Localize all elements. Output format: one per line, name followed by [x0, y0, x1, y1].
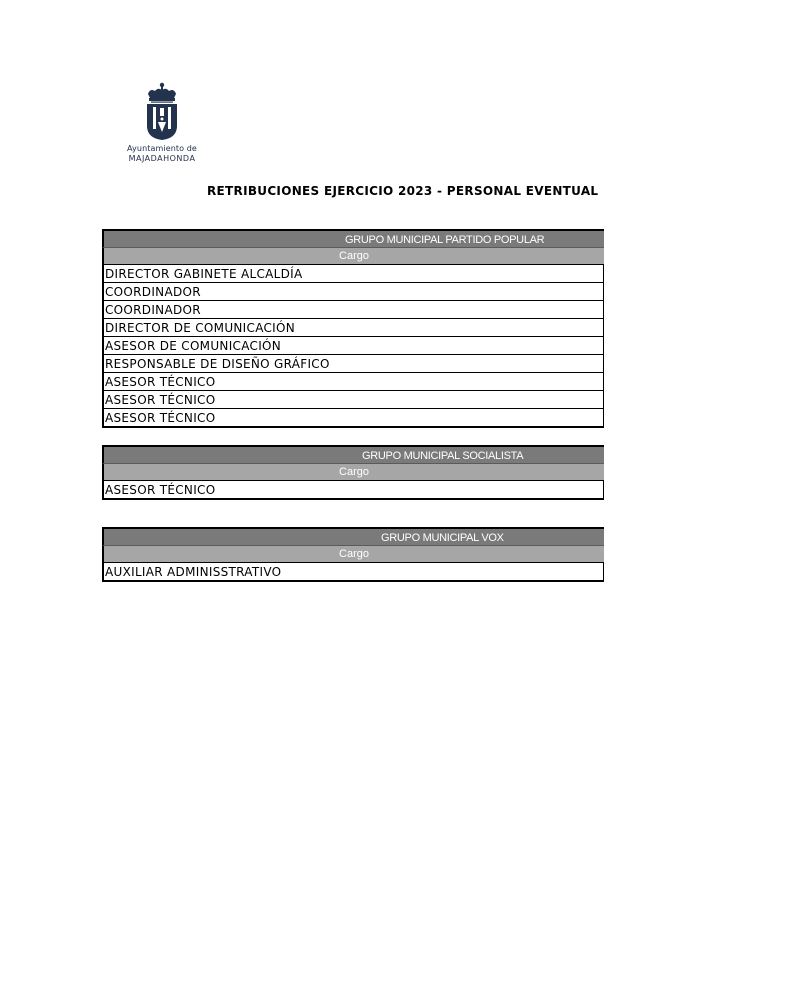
- group-socialista: [102, 445, 604, 500]
- table-row: DIRECTOR GABINETE ALCALDÍA: [102, 264, 604, 282]
- logo-line-2: MAJADAHONDA: [128, 154, 196, 163]
- column-header-cargo: Cargo: [102, 247, 604, 264]
- table-row: COORDINADOR: [102, 300, 604, 318]
- document-title: RETRIBUCIONES EJERCICIO 2023 - PERSONAL EVENTUAL: [207, 184, 599, 198]
- group-header: [102, 527, 604, 545]
- group-name: GRUPO MUNICIPAL VOX: [381, 532, 504, 544]
- group-name: GRUPO MUNICIPAL PARTIDO POPULAR: [345, 234, 545, 246]
- group-vox: [102, 527, 604, 582]
- group-name: GRUPO MUNICIPAL SOCIALISTA: [362, 450, 524, 462]
- table-row: ASESOR TÉCNICO: [102, 408, 604, 426]
- table-row: DIRECTOR DE COMUNICACIÓN: [102, 318, 604, 336]
- majadahonda-logo: [118, 82, 206, 164]
- group-header: [102, 445, 604, 463]
- table-row: AUXILIAR ADMINISSTRATIVO: [102, 562, 604, 580]
- coat-of-arms-icon: [142, 82, 182, 142]
- column-header-cargo: Cargo: [102, 463, 604, 480]
- table-row: RESPONSABLE DE DISEÑO GRÁFICO: [102, 354, 604, 372]
- group-partido-popular: [102, 229, 604, 428]
- logo-line-1: Ayuntamiento de: [127, 144, 197, 153]
- group-header: [102, 229, 604, 247]
- table-row: ASESOR TÉCNICO: [102, 480, 604, 498]
- table-row: ASESOR DE COMUNICACIÓN: [102, 336, 604, 354]
- table-row: ASESOR TÉCNICO: [102, 390, 604, 408]
- table-row: COORDINADOR: [102, 282, 604, 300]
- column-header-cargo: Cargo: [102, 545, 604, 562]
- table-row: ASESOR TÉCNICO: [102, 372, 604, 390]
